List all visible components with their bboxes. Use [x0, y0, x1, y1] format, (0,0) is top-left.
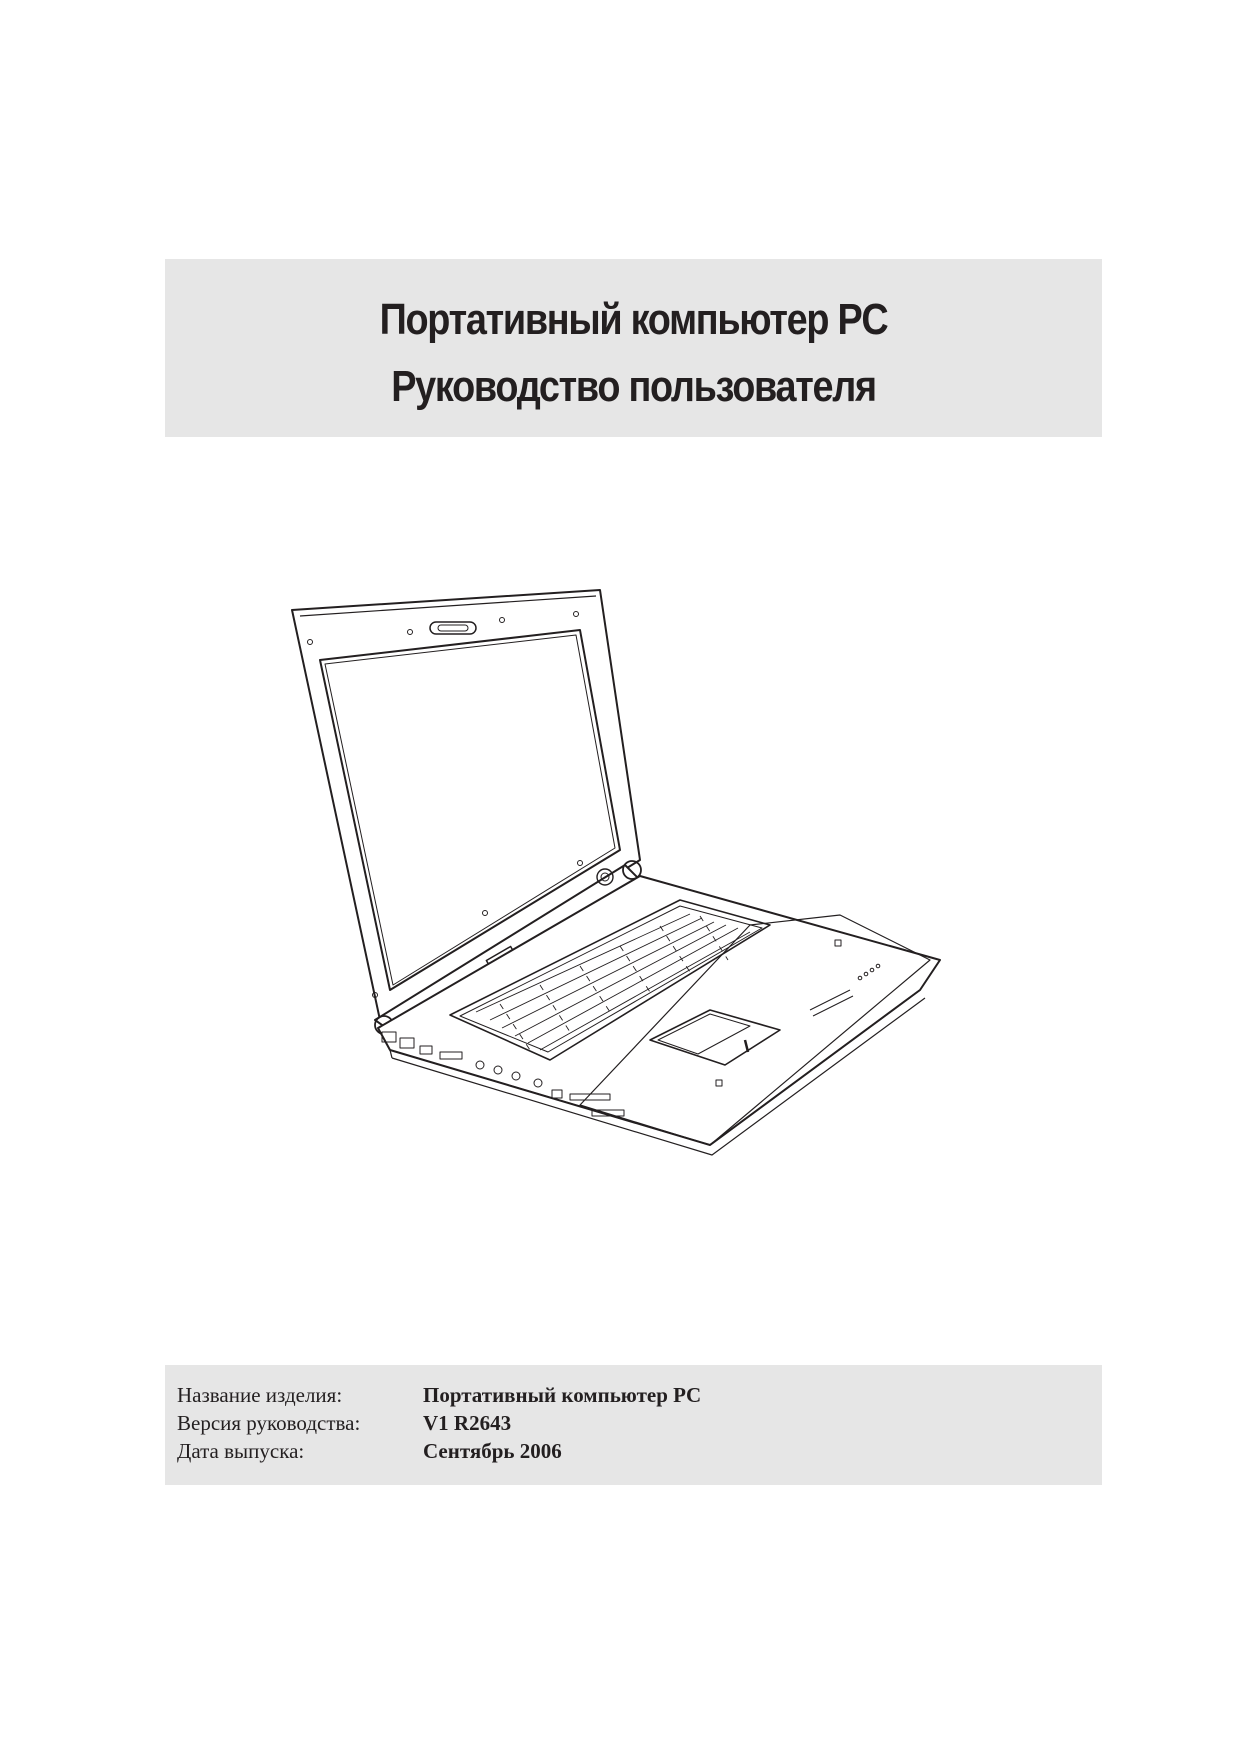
info-label: Версия руководства: [177, 1411, 361, 1435]
info-row-release-date [165, 1439, 1102, 1469]
info-label: Название изделия: [177, 1383, 343, 1407]
title-band [165, 259, 1102, 437]
info-value: Портативный компьютер PC [423, 1383, 702, 1407]
document-title: Портативный компьютер PC [379, 295, 888, 344]
info-value: V1 R2643 [423, 1411, 512, 1435]
info-row-product-name [165, 1383, 1102, 1413]
info-value: Сентябрь 2006 [423, 1439, 562, 1463]
info-row-manual-version [165, 1411, 1102, 1441]
laptop-illustration-icon [280, 580, 980, 1180]
info-label: Дата выпуска: [177, 1439, 305, 1463]
document-subtitle: Руководство пользователя [391, 362, 876, 411]
document-info-band [165, 1365, 1102, 1485]
